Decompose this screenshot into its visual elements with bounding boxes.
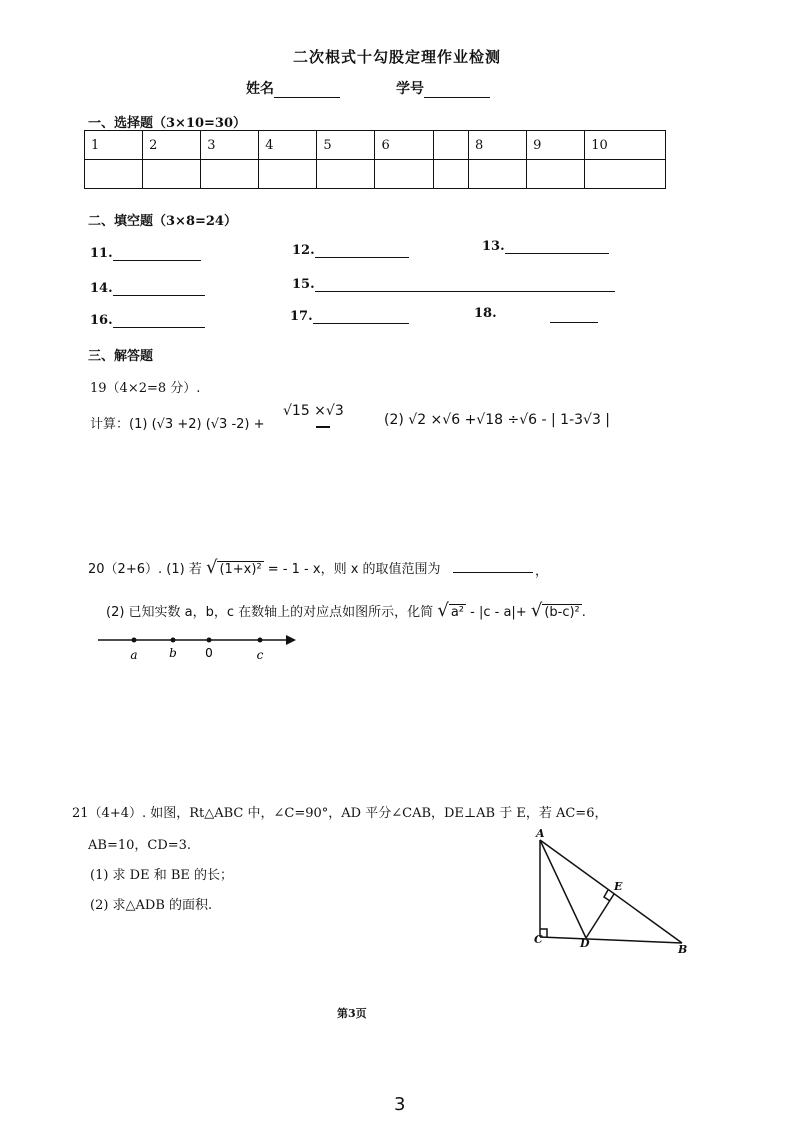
q20-part1-prefix: (1) 若 xyxy=(166,562,202,577)
name-blank xyxy=(274,83,340,98)
answer-cell[interactable] xyxy=(469,160,527,189)
fill-item-18 xyxy=(474,306,497,321)
fill-item-13 xyxy=(482,239,609,254)
fill-item-17 xyxy=(290,309,409,324)
q20-part2-mid: - |c - a|+ xyxy=(470,605,527,620)
fill-label: 17. xyxy=(290,309,313,324)
vertex-e: E xyxy=(614,880,623,893)
label-b: b xyxy=(169,646,177,660)
sqrt-symbol: √ xyxy=(437,600,449,621)
q19-title: 19（4×2=8 分）. xyxy=(90,381,201,396)
fill-blank[interactable] xyxy=(113,313,205,328)
q20-rad1: a² xyxy=(450,605,464,620)
fill-blank[interactable] xyxy=(113,281,205,296)
fill-label: 12. xyxy=(292,243,315,258)
q21-sub1: (1) 求 DE 和 BE 的长； xyxy=(90,868,234,883)
fill-label: 15. xyxy=(292,277,315,292)
label-a: a xyxy=(130,648,138,662)
sqrt-symbol: √ xyxy=(205,557,218,578)
fill-blank[interactable] xyxy=(113,246,201,261)
answer-table xyxy=(84,130,666,189)
fill-item-15 xyxy=(292,277,615,292)
answer-cell[interactable] xyxy=(201,160,259,189)
answer-col-4: 4 xyxy=(259,131,317,160)
side-ab xyxy=(540,840,682,943)
fill-item-14 xyxy=(90,281,205,296)
q20-answer-blank[interactable] xyxy=(453,558,533,573)
number-field xyxy=(396,78,490,98)
q19-part1 xyxy=(90,413,265,432)
q19-fraction-numerator: √15 ×√3 xyxy=(283,403,344,419)
q20-comma: ， xyxy=(535,564,549,579)
q20-rad2: (b-c)² xyxy=(544,605,580,620)
label-0: 0 xyxy=(205,646,213,660)
point-a xyxy=(132,638,137,643)
fill-item-11 xyxy=(90,246,201,261)
fill-item-16 xyxy=(90,313,205,328)
q19-expression-1: (√3 +2) (√3 -2) + xyxy=(151,417,265,432)
q20-part2 xyxy=(106,600,586,621)
q19-label: 计算：(1) xyxy=(90,417,148,432)
vertex-b: B xyxy=(678,943,688,956)
answer-col-5: 5 xyxy=(317,131,375,160)
answer-col-9: 9 xyxy=(527,131,585,160)
page-number: 3 xyxy=(394,1094,406,1115)
answer-table-answer-row xyxy=(85,160,666,189)
fill-blank[interactable] xyxy=(315,277,615,292)
fill-label: 11. xyxy=(90,246,113,261)
vertex-c: C xyxy=(534,933,543,946)
fill-label: 14. xyxy=(90,281,113,296)
name-label: 姓名 xyxy=(246,81,274,97)
triangle-figure xyxy=(528,826,698,956)
label-c: c xyxy=(256,648,264,662)
number-blank xyxy=(424,83,490,98)
point-c xyxy=(258,638,263,643)
answer-col-1: 1 xyxy=(85,131,143,160)
answer-cell[interactable] xyxy=(433,160,468,189)
number-line xyxy=(96,628,306,664)
fill-blank[interactable] xyxy=(313,309,409,324)
answer-col-3: 3 xyxy=(201,131,259,160)
fill-label: 18. xyxy=(474,306,497,321)
page-title: 二次根式十勾股定理作业检测 xyxy=(292,48,501,66)
q21-sub2: (2) 求△ADB 的面积. xyxy=(90,898,213,913)
q20-part1 xyxy=(88,557,441,578)
answer-col-7 xyxy=(433,131,468,160)
fraction-bar xyxy=(316,426,330,428)
q21-line1: 21（4+4）. 如图，Rt△ABC 中，∠C=90°，AD 平分∠CAB，DE⊥AB 于 E，若 AC=6， xyxy=(72,806,608,821)
page-note: 第3页 xyxy=(337,1007,367,1020)
q20-title: 20（2+6）. xyxy=(88,562,163,577)
fill-blank[interactable] xyxy=(505,239,609,254)
q20-part2-text: (2) 已知实数 a，b，c 在数轴上的对应点如图所示，化简 xyxy=(106,605,434,620)
answer-cell[interactable] xyxy=(375,160,433,189)
q20-part1-suffix: = - 1 - x，则 x 的取值范围为 xyxy=(267,562,441,577)
right-angle-e xyxy=(604,890,610,901)
vertex-a: A xyxy=(536,827,545,840)
segment-ad xyxy=(540,840,586,938)
fill-item-12 xyxy=(292,243,409,258)
number-label: 学号 xyxy=(396,81,424,97)
q21-line2: AB=10，CD=3. xyxy=(88,838,192,853)
q20-radicand: (1+x)² xyxy=(219,562,262,577)
arrow-icon xyxy=(286,635,296,645)
vertex-d: D xyxy=(580,937,590,950)
q20-period: . xyxy=(581,605,586,620)
name-field xyxy=(246,78,340,98)
section1-heading: 一、选择题（3×10=30） xyxy=(88,116,247,131)
answer-cell[interactable] xyxy=(143,160,201,189)
q19-fraction xyxy=(283,403,344,419)
point-0 xyxy=(207,638,212,643)
fill-blank[interactable] xyxy=(550,308,598,323)
answer-cell[interactable] xyxy=(317,160,375,189)
section3-heading: 三、解答题 xyxy=(88,349,154,364)
answer-col-6: 6 xyxy=(375,131,433,160)
sqrt-symbol: √ xyxy=(530,600,543,621)
point-b xyxy=(171,638,176,643)
q19-expression-2: (2) √2 ×√6 +√18 ÷√6 - | 1-3√3 | xyxy=(384,412,611,428)
answer-col-8: 8 xyxy=(469,131,527,160)
answer-cell[interactable] xyxy=(85,160,143,189)
fill-label: 16. xyxy=(90,313,113,328)
answer-cell[interactable] xyxy=(585,160,666,189)
side-cb xyxy=(540,937,682,943)
answer-col-10: 10 xyxy=(585,131,666,160)
answer-table-header-row xyxy=(85,131,666,160)
fill-label: 13. xyxy=(482,239,505,254)
answer-cell[interactable] xyxy=(259,160,317,189)
answer-col-2: 2 xyxy=(143,131,201,160)
answer-cell[interactable] xyxy=(527,160,585,189)
section2-heading: 二、填空题（3×8=24） xyxy=(88,214,237,229)
fill-blank[interactable] xyxy=(315,243,409,258)
